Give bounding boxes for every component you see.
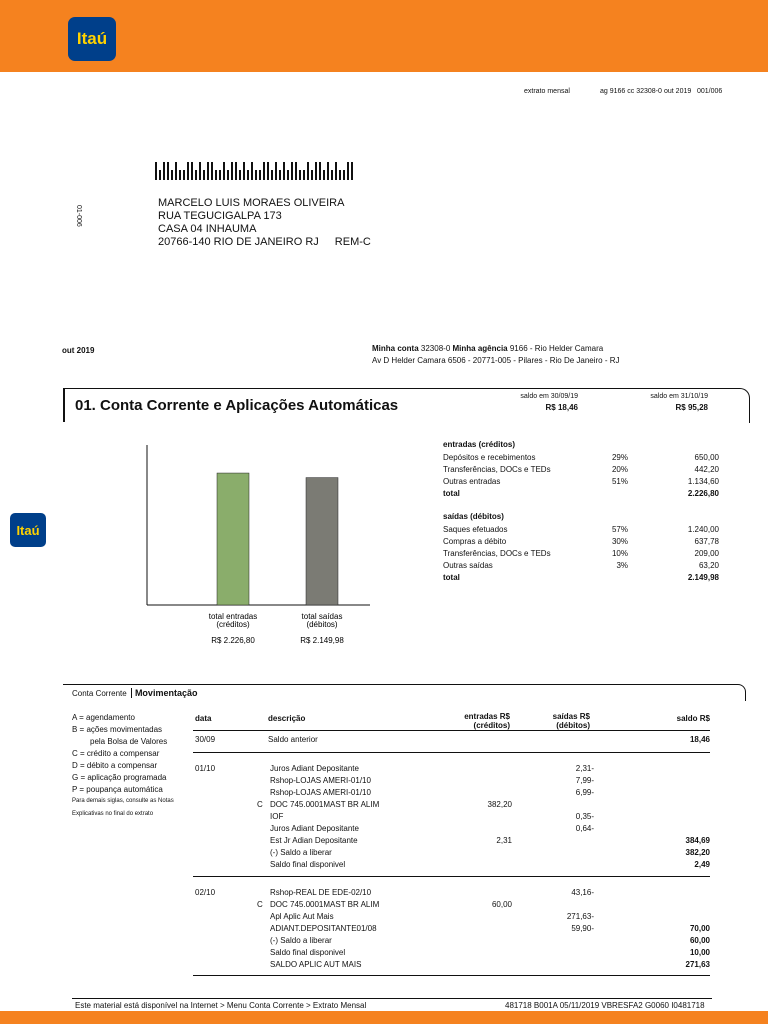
barcode-bar — [247, 170, 249, 180]
chart-amount-label: R$ 2.226,80 — [211, 636, 255, 645]
chart-amount-label: R$ 2.149,98 — [300, 636, 344, 645]
row-flag — [257, 775, 270, 787]
barcode-bar — [287, 170, 289, 180]
group1-row — [193, 835, 710, 847]
row-credit — [442, 887, 512, 899]
row-date — [193, 823, 257, 835]
barcode-bar — [351, 162, 353, 180]
barcode-bar — [283, 162, 285, 180]
barcode-bar — [303, 170, 305, 180]
barcode-bar — [195, 170, 197, 180]
group1-row — [193, 799, 710, 811]
row-flag — [257, 847, 270, 859]
row-debit — [512, 899, 594, 911]
barcode-bar — [223, 162, 225, 180]
saidas-total-row — [443, 572, 719, 584]
legend-item: B = ações movimentadas — [72, 725, 163, 734]
row-credit: 2,31 — [496, 836, 512, 845]
entradas-row — [443, 452, 719, 464]
barcode-bar — [319, 162, 321, 180]
barcode-bar — [183, 170, 185, 180]
movement-group-1 — [193, 763, 710, 871]
saidas-table — [443, 512, 719, 584]
recipient-name: MARCELO LUIS MORAES OLIVEIRA — [158, 197, 345, 209]
row-flag: C — [257, 800, 263, 809]
saidas-row-pct: 30% — [611, 537, 628, 546]
row-flag — [257, 959, 270, 971]
chart-bar-0 — [217, 473, 249, 605]
movimentacao-label: Conta Corrente Movimentação — [72, 688, 198, 698]
row-flag — [257, 887, 270, 899]
col-saidas: saídas R$ (débitos) — [552, 712, 590, 730]
row-saldo: 2,49 — [694, 860, 710, 869]
saldo-prev-label: saldo em 30/09/19 — [520, 393, 578, 400]
barcode-bar — [295, 162, 297, 180]
barcode-bar — [327, 162, 329, 180]
barcode-bar — [203, 170, 205, 180]
row-saldo — [594, 787, 710, 799]
legend-item: C = crédito a compensar — [72, 749, 160, 758]
barcode-bar — [323, 170, 325, 180]
account-info: Minha conta 32308-0 Minha agência 9166 - Rio Helder Camara — [372, 344, 604, 353]
saidas-row-value: 209,00 — [694, 549, 719, 558]
row-desc: Apl Aplic Aut Mais — [270, 912, 334, 921]
group1-row — [193, 859, 710, 871]
group2-row — [193, 887, 710, 899]
page-ref: 001/006 — [697, 88, 723, 95]
barcode-bar — [231, 162, 233, 180]
movement-group-2 — [193, 887, 710, 971]
row-flag — [257, 811, 270, 823]
legend-item: Para demais siglas, consulte as Notas — [72, 798, 174, 804]
barcode-bar — [335, 162, 337, 180]
row-debit — [512, 959, 594, 971]
row-date — [193, 923, 257, 935]
row-flag — [257, 835, 270, 847]
legend-item: G = aplicação programada — [72, 773, 167, 782]
legend-item: A = agendamento — [72, 713, 135, 722]
barcode-bar — [207, 162, 209, 180]
header-divider — [193, 730, 710, 731]
footer-right: 481718 B001A 05/11/2019 VBRESFA2 G0060 I0481718 — [505, 1001, 705, 1010]
barcode-bar — [159, 170, 161, 180]
barcode-bar — [279, 170, 281, 180]
barcode-bar — [199, 162, 201, 180]
row-desc: IOF — [270, 812, 284, 821]
row-debit — [512, 847, 594, 859]
legend-item: pela Bolsa de Valores — [90, 737, 168, 746]
saidas-row-label: Saques efetuados — [443, 525, 508, 534]
saldo-anterior-desc: Saldo anterior — [268, 735, 318, 744]
row-desc: Rshop-REAL DE EDE-02/10 — [270, 888, 372, 897]
row-flag — [257, 823, 270, 835]
section-frame-left — [63, 388, 65, 422]
row-date — [193, 775, 257, 787]
recipient-address — [158, 197, 371, 249]
saldo-curr-label: saldo em 31/10/19 — [650, 393, 708, 400]
row-date — [193, 911, 257, 923]
col-data: data — [195, 714, 212, 723]
row-date — [193, 799, 257, 811]
agency-address: Av D Helder Camara 6506 - 20771-005 - Pilares - Rio De Janeiro - RJ — [372, 356, 620, 365]
entradas-row-pct: 20% — [611, 465, 628, 474]
row-credit — [442, 787, 512, 799]
entradas-total-label: total — [443, 489, 460, 498]
itau-side-logo: Itaú — [10, 513, 46, 547]
group1-row — [193, 787, 710, 799]
row-credit — [442, 763, 512, 775]
row-debit — [512, 799, 594, 811]
barcode-bar — [155, 162, 157, 180]
barcode-bar — [211, 162, 213, 180]
barcode-bar — [339, 170, 341, 180]
barcode-bar — [299, 170, 301, 180]
row-desc: ADIANT.DEPOSITANTE01/08 — [270, 924, 377, 933]
row-date — [193, 959, 257, 971]
divider-1 — [193, 752, 710, 753]
saidas-row-pct: 3% — [616, 561, 628, 570]
row-debit: 0,64- — [575, 824, 594, 833]
row-saldo: 271,63 — [685, 960, 710, 969]
row-flag: C — [257, 900, 263, 909]
row-debit: 271,63- — [566, 912, 594, 921]
col-descricao: descrição — [268, 714, 306, 723]
divider-2 — [193, 876, 710, 877]
recipient-complement: CASA 04 INHAUMA — [158, 223, 257, 235]
barcode-bar — [171, 170, 173, 180]
saidas-title: saídas (débitos) — [443, 512, 504, 521]
row-desc: SALDO APLIC AUT MAIS — [270, 960, 362, 969]
saidas-row-pct: 57% — [611, 525, 628, 534]
group1-row — [193, 847, 710, 859]
doc-type: extrato mensal — [524, 88, 570, 95]
row-date — [193, 899, 257, 911]
saidas-total-value: 2.149,98 — [687, 573, 719, 582]
barcode-bar — [259, 170, 261, 180]
row-date — [193, 947, 257, 959]
barcode-bar — [331, 170, 333, 180]
movimentacao-title: Movimentação — [131, 688, 198, 698]
footer-divider — [72, 998, 712, 999]
barcode-bar — [263, 162, 265, 180]
row-desc: Rshop-LOJAS AMERI-01/10 — [270, 788, 371, 797]
row-debit — [512, 947, 594, 959]
legend-item: Explicativas no final do extrato — [72, 811, 154, 817]
barcode-bar — [227, 170, 229, 180]
row-credit — [442, 911, 512, 923]
period-label: out 2019 — [62, 346, 95, 355]
chart-tick-label: total saídas — [301, 612, 343, 621]
barcode-bar — [255, 170, 257, 180]
recipient-city: 20766-140 RIO DE JANEIRO RJ REM-C — [158, 236, 371, 248]
entradas-row — [443, 476, 719, 488]
row-date — [193, 935, 257, 947]
postal-barcode — [155, 162, 360, 180]
saidas-row-label: Outras saídas — [443, 561, 493, 570]
barcode-bar — [311, 170, 313, 180]
row-flag — [257, 787, 270, 799]
saidas-row — [443, 524, 719, 536]
saidas-row-value: 637,78 — [694, 537, 719, 546]
row-credit — [442, 935, 512, 947]
row-saldo — [594, 811, 710, 823]
row-credit — [442, 947, 512, 959]
row-debit: 7,99- — [575, 776, 594, 785]
row-date — [193, 811, 257, 823]
row-debit: 0,35- — [575, 812, 594, 821]
row-date — [193, 835, 257, 847]
recipient-street: RUA TEGUCIGALPA 173 — [158, 210, 282, 222]
row-debit — [512, 859, 594, 871]
row-credit — [442, 923, 512, 935]
row-desc: DOC 745.0001MAST BR ALIM — [270, 800, 380, 809]
row-flag — [257, 859, 270, 871]
row-credit — [442, 775, 512, 787]
row-date: 01/10 — [195, 764, 216, 773]
divider-3 — [193, 975, 710, 976]
chart-tick-label: (créditos) — [216, 620, 250, 629]
row-saldo — [594, 775, 710, 787]
saidas-total-label: total — [443, 573, 460, 582]
group2-row — [193, 923, 710, 935]
barcode-bar — [167, 162, 169, 180]
saldo-anterior-value: 18,46 — [689, 735, 710, 744]
row-credit — [442, 959, 512, 971]
row-credit — [442, 859, 512, 871]
chart-tick-label: total entradas — [208, 612, 258, 621]
entradas-total-row — [443, 488, 719, 500]
row-desc: Est Jr Adian Depositante — [270, 836, 358, 845]
group2-row — [193, 947, 710, 959]
barcode-bar — [307, 162, 309, 180]
account-ref: ag 9166 cc 32308-0 — [600, 88, 662, 95]
row-desc: Juros Adiant Depositante — [270, 824, 359, 833]
row-saldo — [594, 799, 710, 811]
entradas-row-value: 442,20 — [694, 465, 719, 474]
row-saldo: 384,69 — [685, 836, 710, 845]
row-desc: (-) Saldo a liberar — [270, 936, 332, 945]
entradas-row-label: Outras entradas — [443, 477, 501, 486]
legend — [72, 712, 192, 822]
entradas-row-pct: 29% — [611, 453, 628, 462]
row-debit — [512, 835, 594, 847]
saidas-row-label: Compras a débito — [443, 537, 507, 546]
entradas-total-value: 2.226,80 — [687, 489, 719, 498]
row-date — [193, 859, 257, 871]
group2-row — [193, 911, 710, 923]
row-saldo: 60,00 — [689, 936, 710, 945]
col-entradas: entradas R$ (créditos) — [464, 712, 510, 730]
barcode-bar — [251, 162, 253, 180]
row-desc: Saldo final disponivel — [270, 860, 346, 869]
barcode-bar — [163, 162, 165, 180]
row-debit: 2,31- — [575, 764, 594, 773]
barcode-bar — [187, 162, 189, 180]
row-desc: (-) Saldo a liberar — [270, 848, 332, 857]
entradas-row-label: Transferências, DOCs e TEDs — [443, 465, 551, 474]
row-saldo — [594, 823, 710, 835]
period-ref: out 2019 — [664, 88, 692, 95]
barcode-bar — [275, 162, 277, 180]
legend-item: P = poupança automática — [72, 785, 163, 794]
entradas-row-value: 650,00 — [694, 453, 719, 462]
entradas-title: entradas (créditos) — [443, 440, 516, 449]
group1-row — [193, 823, 710, 835]
saidas-row — [443, 560, 719, 572]
row-credit: 60,00 — [491, 900, 512, 909]
barcode-bar — [291, 162, 293, 180]
row-desc: Saldo final disponivel — [270, 948, 346, 957]
route-code: REM-C — [334, 236, 371, 248]
chart-tick-label: (débitos) — [306, 620, 338, 629]
row-flag — [257, 911, 270, 923]
footer-left: Este material está disponível na Internet > Menu Conta Corrente > Extrato Mensal — [75, 1001, 367, 1010]
row-date — [193, 787, 257, 799]
row-flag — [257, 923, 270, 935]
row-credit: 382,20 — [487, 800, 512, 809]
row-date: 02/10 — [195, 888, 216, 897]
barcode-bar — [243, 162, 245, 180]
saldo-curr-value: R$ 95,28 — [675, 403, 708, 412]
barcode-bar — [343, 170, 345, 180]
row-flag — [257, 947, 270, 959]
side-code: 01-006 — [75, 205, 82, 227]
barcode-bar — [179, 170, 181, 180]
row-saldo — [594, 763, 710, 775]
row-saldo — [594, 887, 710, 899]
barcode-bar — [215, 170, 217, 180]
row-credit — [442, 811, 512, 823]
row-saldo: 70,00 — [689, 924, 710, 933]
barcode-bar — [235, 162, 237, 180]
row-saldo — [594, 899, 710, 911]
barcode-bar — [267, 162, 269, 180]
row-desc: Juros Adiant Depositante — [270, 764, 359, 773]
group2-row — [193, 899, 710, 911]
group1-row — [193, 811, 710, 823]
entradas-row-value: 1.134,60 — [687, 477, 719, 486]
row-desc: DOC 745.0001MAST BR ALIM — [270, 900, 380, 909]
totals-bar-chart — [135, 440, 375, 655]
row-date — [193, 847, 257, 859]
saidas-row — [443, 536, 719, 548]
saidas-row-value: 63,20 — [698, 561, 719, 570]
row-credit — [442, 823, 512, 835]
row-saldo — [594, 911, 710, 923]
barcode-bar — [191, 162, 193, 180]
group2-row — [193, 935, 710, 947]
saldo-prev-value: R$ 18,46 — [545, 403, 578, 412]
entradas-row-label: Depósitos e recebimentos — [443, 453, 536, 462]
itau-logo: Itaú — [68, 17, 116, 61]
section-title: 01. Conta Corrente e Aplicações Automáticas — [75, 397, 399, 414]
saldo-anterior-date: 30/09 — [195, 735, 216, 744]
row-debit: 6,99- — [575, 788, 594, 797]
barcode-bar — [271, 170, 273, 180]
footer-bar — [0, 1011, 768, 1024]
barcode-bar — [239, 170, 241, 180]
row-saldo: 382,20 — [685, 848, 710, 857]
barcode-bar — [219, 170, 221, 180]
row-flag — [257, 935, 270, 947]
legend-item: D = débito a compensar — [72, 761, 158, 770]
barcode-bar — [175, 162, 177, 180]
barcode-bar — [347, 162, 349, 180]
group2-row — [193, 959, 710, 971]
saidas-row-label: Transferências, DOCs e TEDs — [443, 549, 551, 558]
row-flag — [257, 763, 270, 775]
entradas-row — [443, 464, 719, 476]
group1-row — [193, 763, 710, 775]
saidas-row-value: 1.240,00 — [687, 525, 719, 534]
barcode-bar — [315, 162, 317, 180]
row-debit: 43,16- — [571, 888, 594, 897]
row-desc: Rshop-LOJAS AMERI-01/10 — [270, 776, 371, 785]
row-debit — [512, 935, 594, 947]
row-saldo: 10,00 — [689, 948, 710, 957]
saidas-row — [443, 548, 719, 560]
entradas-row-pct: 51% — [611, 477, 628, 486]
col-saldo: saldo R$ — [676, 714, 710, 723]
saidas-row-pct: 10% — [611, 549, 628, 558]
row-credit — [442, 847, 512, 859]
row-debit: 59,90- — [571, 924, 594, 933]
entradas-table — [443, 440, 719, 500]
chart-bar-1 — [306, 478, 338, 605]
group1-row — [193, 775, 710, 787]
